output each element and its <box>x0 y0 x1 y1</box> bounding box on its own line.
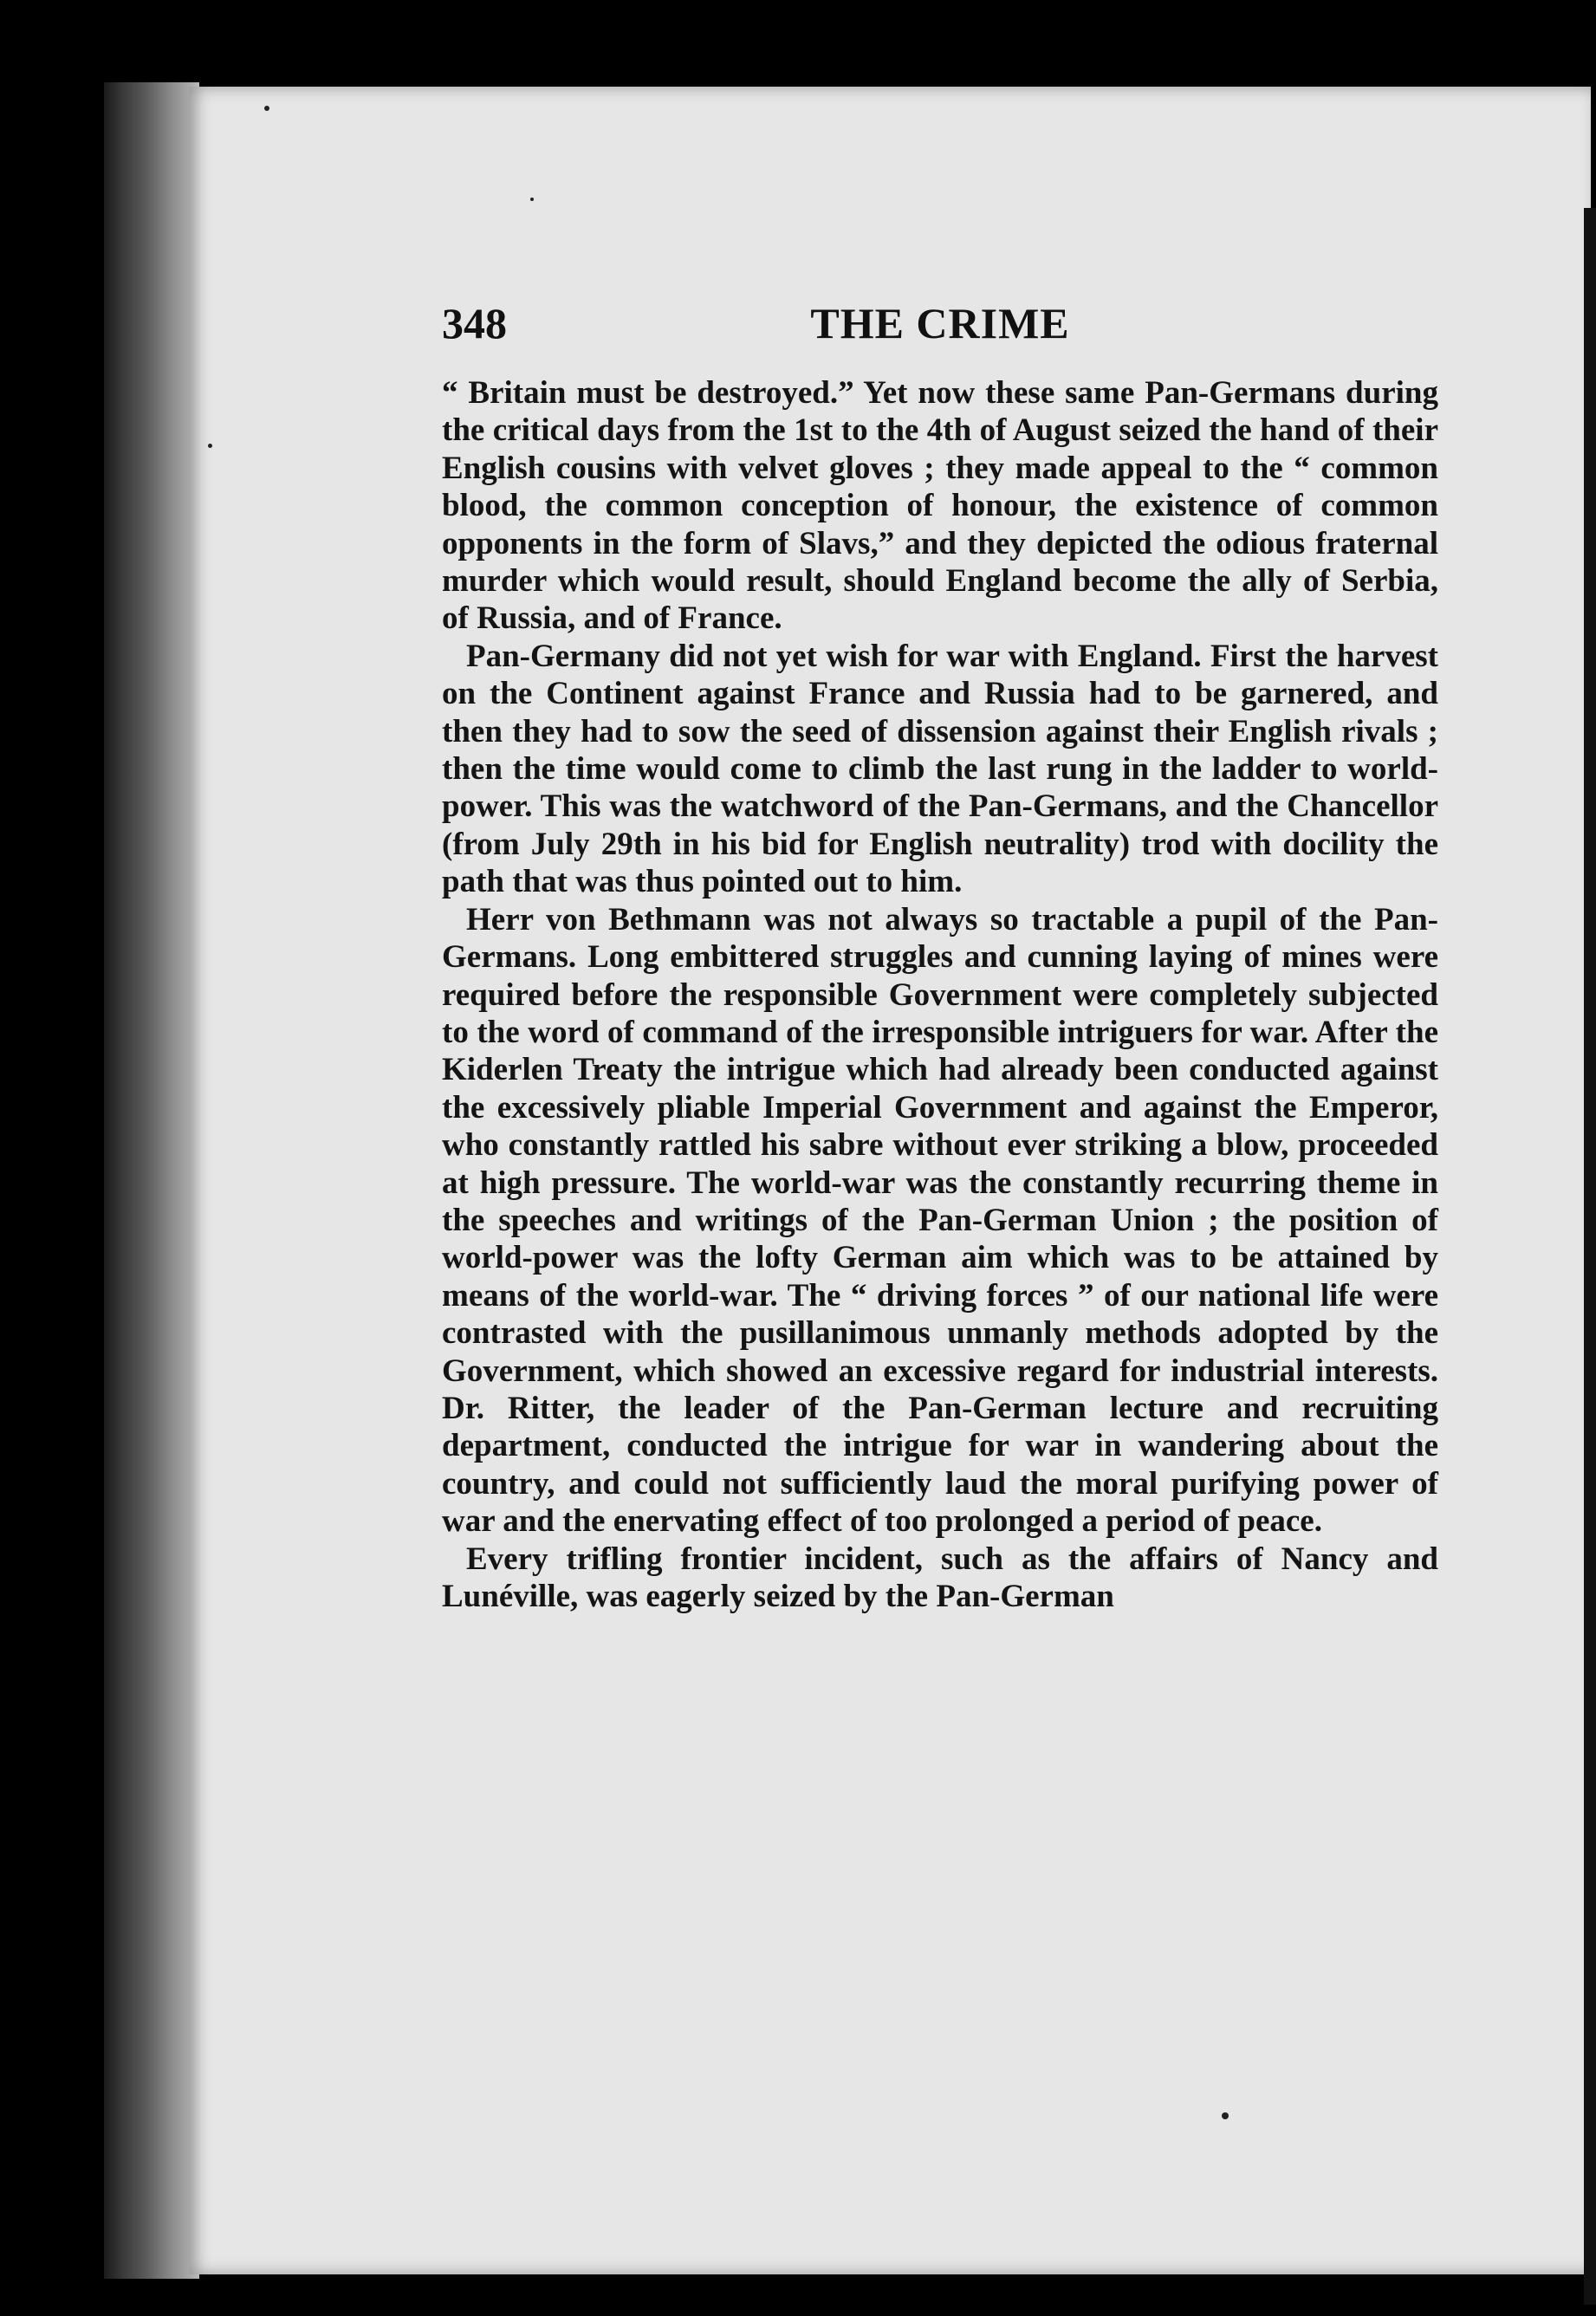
dust-speck <box>530 198 534 201</box>
page-number: 348 <box>442 299 507 347</box>
dust-speck <box>264 106 269 111</box>
page-right-edge <box>1584 208 1596 2305</box>
running-head: THE CRIME <box>810 299 1070 347</box>
paragraph: Herr von Bethmann was not always so tractable a pupil of the Pan-Germans. Long embittered struggles and cunning laying of mines were required before the responsible Government were completely subjected to the word of command of the irresponsible intriguers for war. After the Kiderlen Treaty the intrigue which had already been conducted against the excessively pliable Imperial Government and against the Emperor, who constantly rattled his sabre without ever striking a blow, proceeded at high pressure. The world-war was the constantly recurring theme in the speeches and writings of the Pan-German Union ; the position of world-power was the lofty German aim which was to be attained by means of the world-war. The “ driving forces ” of our national life were contrasted with the pusillanimous unmanly methods adopted by the Government, which showed an excessive regard for industrial interests. Dr. Ritter, the leader of the Pan-German lecture and recruiting department, conducted the intrigue for war in wandering about the country, and could not sufficiently laud the moral purifying power of war and the enervating effect of too prolonged a period of peace. <box>442 901 1438 1540</box>
paragraph: “ Britain must be destroyed.” Yet now these same Pan-Germans during the critical days from the 1st to the 4th of August seized the hand of their English cousins with velvet gloves ; they made appeal to the “ common blood, the common conception of honour, the existence of common opponents in the form of Slavs,” and they depicted the odious fraternal murder which would result, should England become the ally of Serbia, of Russia, and of France. <box>442 375 1438 637</box>
paragraph: Pan-Germany did not yet wish for war with England. First the harvest on the Continent against France and Russia had to be garnered, and then they had to sow the seed of dissension against their English rivals ; then the time would come to climb the last rung in the ladder to world-power. This was the watchword of the Pan-Germans, and the Chancellor (from July 29th in his bid for English neutrality) trod with docility the path that was thus pointed out to him. <box>442 638 1438 900</box>
body-text <box>442 374 1438 1615</box>
dust-speck <box>1222 2112 1229 2119</box>
book-binding-edge <box>104 82 199 2279</box>
dust-speck <box>208 444 212 448</box>
page-header <box>442 293 1438 354</box>
paragraph: Every trifling frontier incident, such as the affairs of Nancy and Lunéville, was eagerly seized by the Pan-German <box>442 1541 1438 1614</box>
